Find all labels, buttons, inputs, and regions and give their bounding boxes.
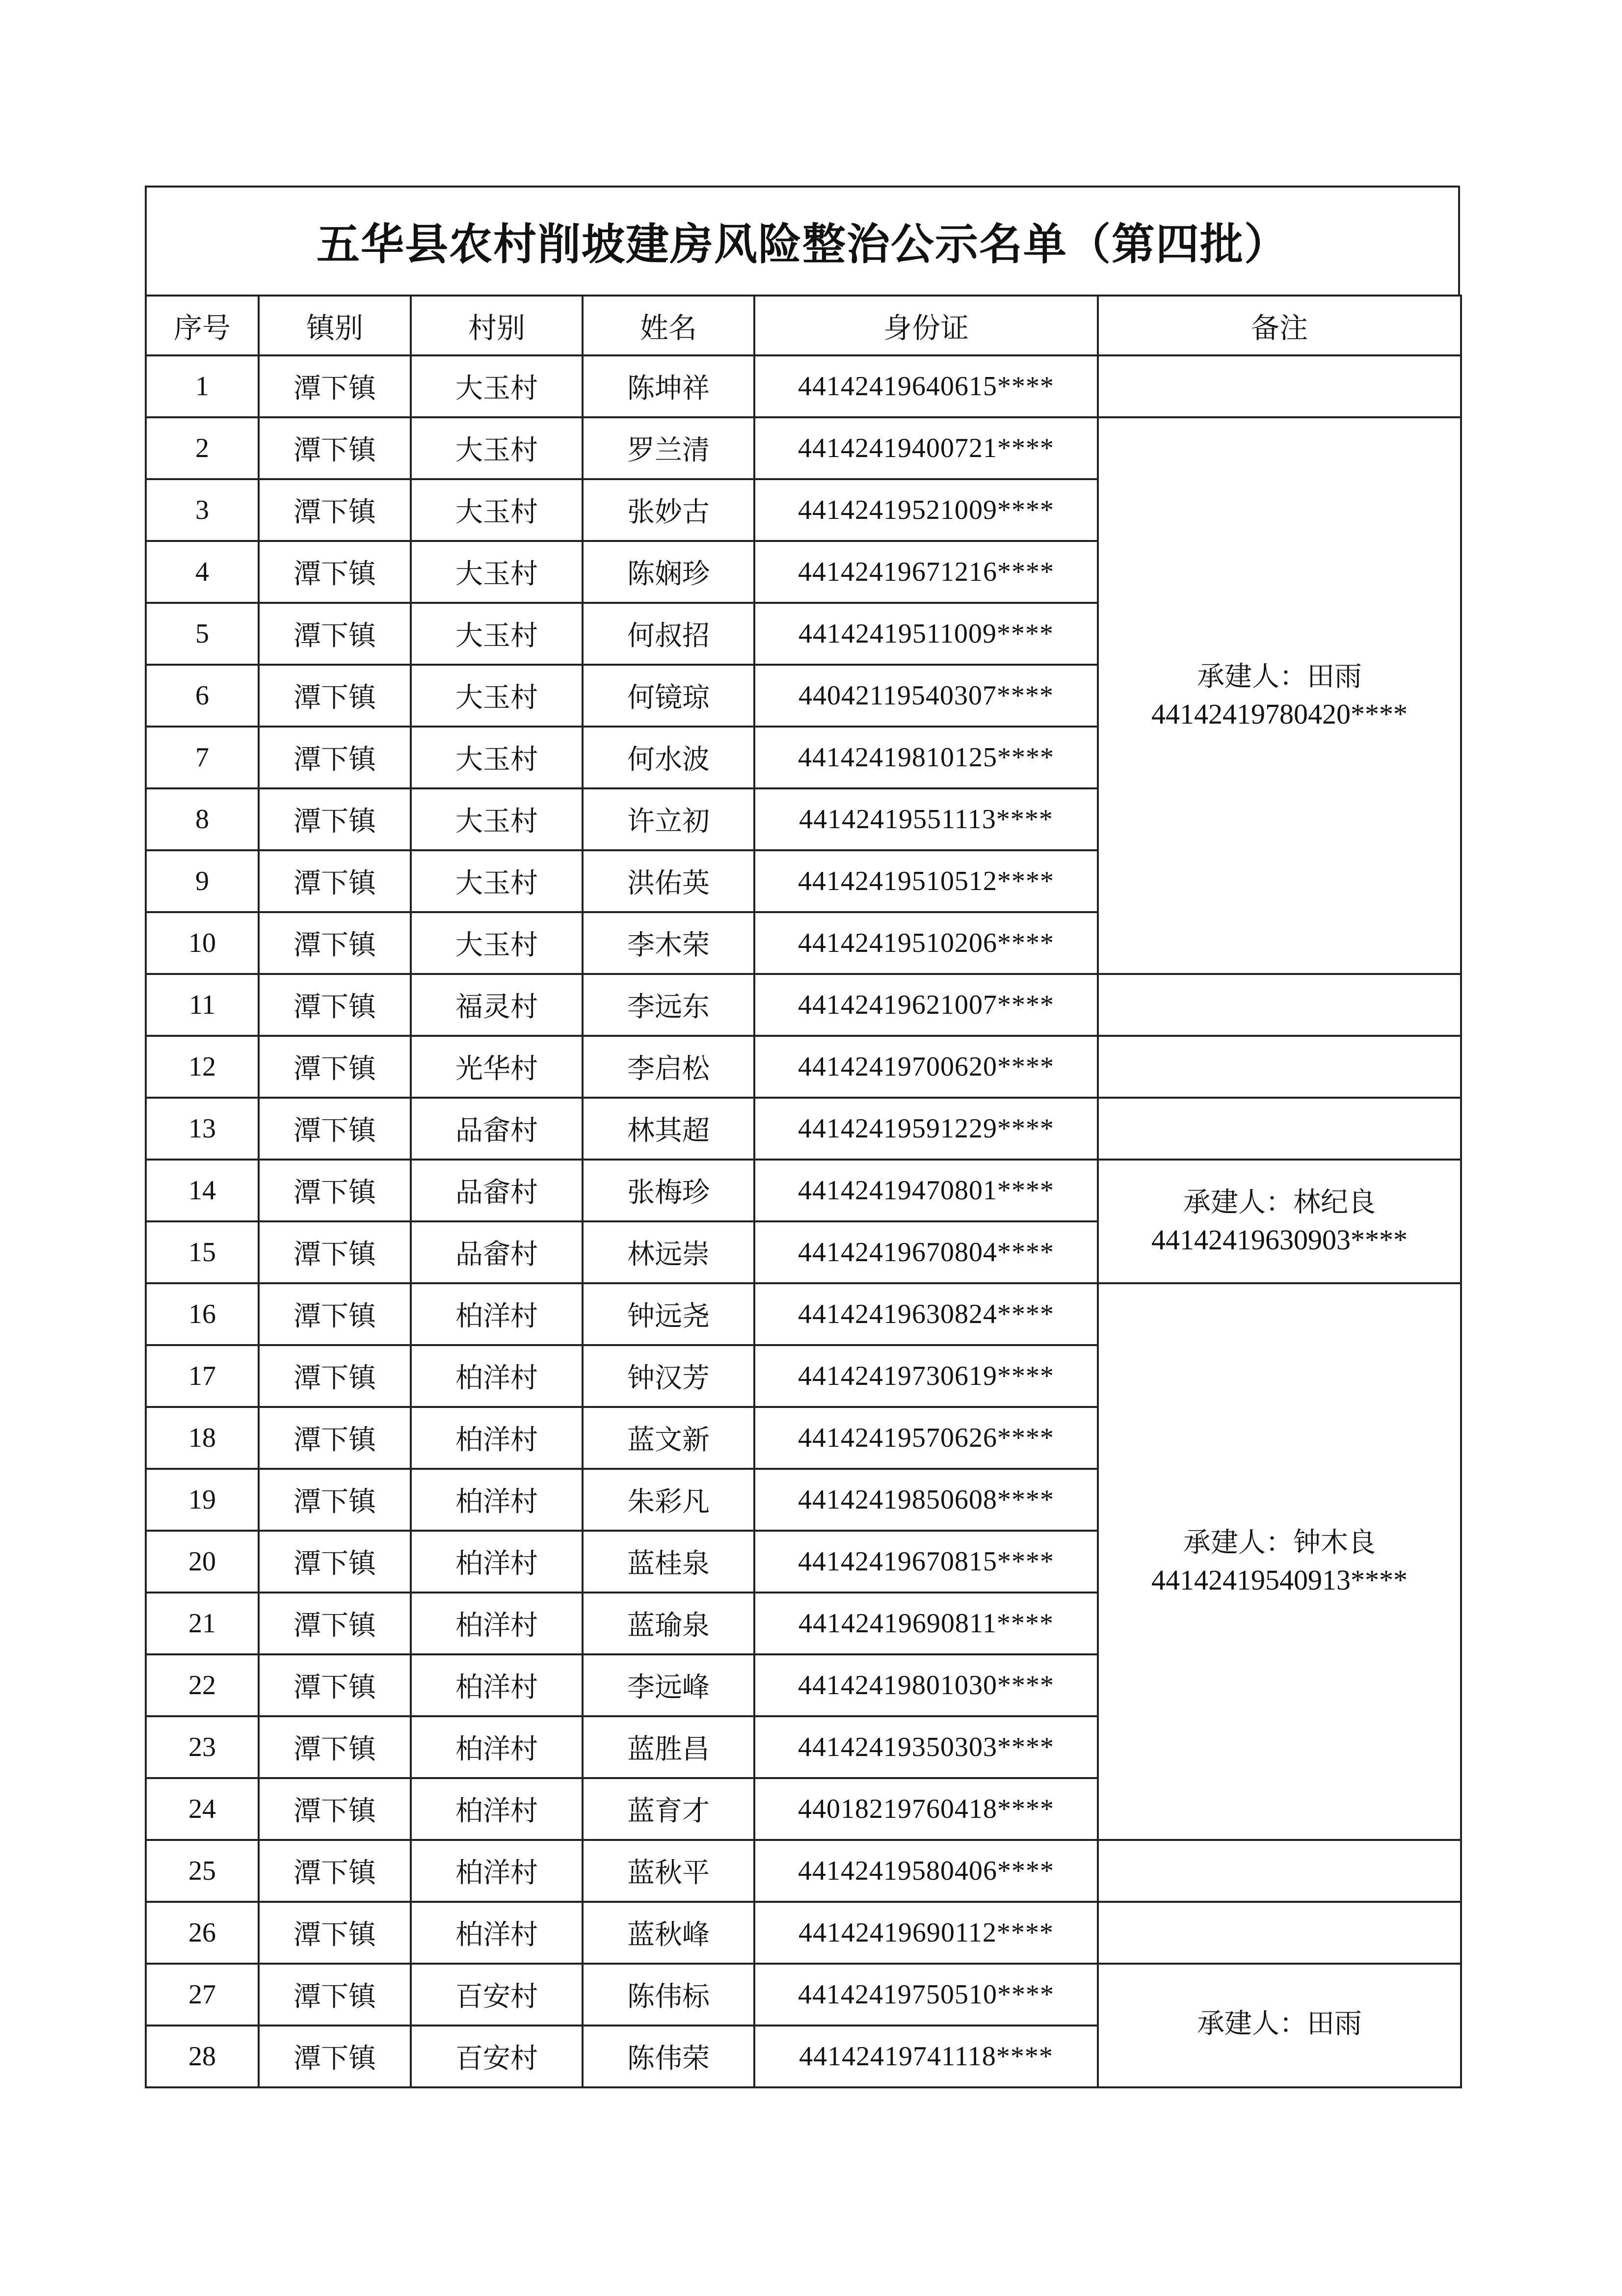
- cell-town: 潭下镇: [259, 1469, 411, 1531]
- cell-town: 潭下镇: [259, 912, 411, 974]
- cell-name: 陈娴珍: [583, 541, 754, 603]
- cell-id-number: 44142419521009****: [754, 479, 1098, 541]
- table-row: [146, 974, 1461, 1036]
- cell-name: 蓝文新: [583, 1407, 754, 1469]
- document: [145, 186, 1460, 2088]
- cell-name: 张梅珍: [583, 1160, 754, 1221]
- cell-seq: 12: [146, 1036, 259, 1098]
- cell-town: 潭下镇: [259, 1283, 411, 1345]
- cell-village: 柏洋村: [411, 1716, 583, 1778]
- cell-id-number: 44142419850608****: [754, 1469, 1098, 1531]
- cell-seq: 8: [146, 788, 259, 850]
- cell-remark: [1098, 1160, 1461, 1283]
- cell-name: 李远峰: [583, 1654, 754, 1716]
- table-row: [146, 1036, 1461, 1098]
- table-row: [146, 1160, 1461, 1221]
- cell-name: 罗兰清: [583, 417, 754, 479]
- cell-id-number: 44142419750510****: [754, 1964, 1098, 2026]
- cell-town: 潭下镇: [259, 665, 411, 727]
- cell-id-number: 44142419730619****: [754, 1345, 1098, 1407]
- col-header-seq: 序号: [146, 296, 259, 355]
- cell-id-number: 44142419621007****: [754, 974, 1098, 1036]
- col-header-name: 姓名: [583, 296, 754, 355]
- remark-builder-label: 承建人：林纪良: [1183, 1187, 1376, 1218]
- cell-village: 品畲村: [411, 1221, 583, 1283]
- cell-name: 何水波: [583, 727, 754, 788]
- col-header-village: 村别: [411, 296, 583, 355]
- cell-village: 大玉村: [411, 355, 583, 417]
- col-header-town: 镇别: [259, 296, 411, 355]
- cell-town: 潭下镇: [259, 1345, 411, 1407]
- cell-town: 潭下镇: [259, 1531, 411, 1593]
- cell-seq: 15: [146, 1221, 259, 1283]
- cell-remark: [1098, 1902, 1461, 1964]
- cell-seq: 20: [146, 1531, 259, 1593]
- cell-seq: 23: [146, 1716, 259, 1778]
- cell-village: 柏洋村: [411, 1283, 583, 1345]
- cell-seq: 1: [146, 355, 259, 417]
- cell-town: 潭下镇: [259, 1160, 411, 1221]
- cell-name: 陈伟荣: [583, 2026, 754, 2087]
- remark-builder-id: 44142419630903****: [1151, 1224, 1408, 1256]
- cell-town: 潭下镇: [259, 974, 411, 1036]
- cell-name: 蓝桂泉: [583, 1531, 754, 1593]
- cell-seq: 9: [146, 850, 259, 912]
- cell-town: 潭下镇: [259, 1964, 411, 2026]
- cell-seq: 14: [146, 1160, 259, 1221]
- cell-town: 潭下镇: [259, 727, 411, 788]
- cell-village: 百安村: [411, 1964, 583, 2026]
- cell-id-number: 44142419511009****: [754, 603, 1098, 665]
- cell-id-number: 44142419741118****: [754, 2026, 1098, 2087]
- cell-seq: 2: [146, 417, 259, 479]
- remark-builder-label: 承建人：钟木良: [1183, 1527, 1376, 1559]
- cell-name: 朱彩凡: [583, 1469, 754, 1531]
- cell-id-number: 44142419670815****: [754, 1531, 1098, 1593]
- cell-id-number: 44142419400721****: [754, 417, 1098, 479]
- remark-builder-id: 44142419780420****: [1151, 698, 1408, 730]
- cell-town: 潭下镇: [259, 1221, 411, 1283]
- cell-id-number: 44142419690811****: [754, 1593, 1098, 1654]
- cell-name: 蓝秋峰: [583, 1902, 754, 1964]
- cell-village: 福灵村: [411, 974, 583, 1036]
- cell-name: 蓝秋平: [583, 1840, 754, 1902]
- cell-village: 大玉村: [411, 541, 583, 603]
- cell-village: 大玉村: [411, 912, 583, 974]
- cell-seq: 4: [146, 541, 259, 603]
- cell-seq: 10: [146, 912, 259, 974]
- cell-id-number: 44142419510206****: [754, 912, 1098, 974]
- cell-name: 张妙古: [583, 479, 754, 541]
- cell-village: 柏洋村: [411, 1345, 583, 1407]
- cell-town: 潭下镇: [259, 1407, 411, 1469]
- cell-village: 柏洋村: [411, 1778, 583, 1840]
- cell-id-number: 44142419700620****: [754, 1036, 1098, 1098]
- cell-seq: 21: [146, 1593, 259, 1654]
- cell-village: 大玉村: [411, 727, 583, 788]
- cell-id-number: 44142419670804****: [754, 1221, 1098, 1283]
- cell-town: 潭下镇: [259, 1716, 411, 1778]
- cell-name: 蓝胜昌: [583, 1716, 754, 1778]
- remark-builder-label: 承建人：田雨: [1197, 661, 1362, 693]
- cell-town: 潭下镇: [259, 355, 411, 417]
- cell-town: 潭下镇: [259, 1840, 411, 1902]
- cell-town: 潭下镇: [259, 1098, 411, 1160]
- cell-town: 潭下镇: [259, 1593, 411, 1654]
- cell-village: 柏洋村: [411, 1840, 583, 1902]
- cell-name: 蓝育才: [583, 1778, 754, 1840]
- cell-id-number: 44142419591229****: [754, 1098, 1098, 1160]
- cell-village: 柏洋村: [411, 1407, 583, 1469]
- cell-seq: 5: [146, 603, 259, 665]
- cell-id-number: 44142419580406****: [754, 1840, 1098, 1902]
- cell-seq: 26: [146, 1902, 259, 1964]
- cell-id-number: 44142419551113****: [754, 788, 1098, 850]
- cell-id-number: 44018219760418****: [754, 1778, 1098, 1840]
- cell-seq: 25: [146, 1840, 259, 1902]
- cell-village: 光华村: [411, 1036, 583, 1098]
- cell-remark: [1098, 974, 1461, 1036]
- cell-remark: [1098, 1964, 1461, 2087]
- table-row: [146, 417, 1461, 479]
- cell-village: 大玉村: [411, 788, 583, 850]
- cell-seq: 28: [146, 2026, 259, 2087]
- cell-seq: 6: [146, 665, 259, 727]
- cell-name: 陈伟标: [583, 1964, 754, 2026]
- cell-remark: [1098, 1098, 1461, 1160]
- cell-id-number: 44142419810125****: [754, 727, 1098, 788]
- cell-name: 钟汉芳: [583, 1345, 754, 1407]
- cell-village: 大玉村: [411, 479, 583, 541]
- cell-village: 大玉村: [411, 850, 583, 912]
- remark-builder-id: 44142419540913****: [1151, 1564, 1408, 1596]
- roster-table: [145, 295, 1462, 2088]
- cell-name: 洪佑英: [583, 850, 754, 912]
- cell-name: 陈坤祥: [583, 355, 754, 417]
- cell-town: 潭下镇: [259, 1778, 411, 1840]
- remark-builder-label: 承建人：田雨: [1197, 2008, 1362, 2040]
- cell-village: 柏洋村: [411, 1654, 583, 1716]
- cell-id-number: 44142419350303****: [754, 1716, 1098, 1778]
- col-header-remark: 备注: [1098, 296, 1461, 355]
- cell-seq: 7: [146, 727, 259, 788]
- table-row: [146, 1283, 1461, 1345]
- roster-body: [146, 355, 1461, 2087]
- cell-village: 大玉村: [411, 417, 583, 479]
- cell-name: 许立初: [583, 788, 754, 850]
- cell-name: 何镜琼: [583, 665, 754, 727]
- cell-id-number: 44142419630824****: [754, 1283, 1098, 1345]
- cell-seq: 24: [146, 1778, 259, 1840]
- cell-seq: 27: [146, 1964, 259, 2026]
- cell-village: 品畲村: [411, 1160, 583, 1221]
- cell-id-number: 44142419510512****: [754, 850, 1098, 912]
- col-header-id: 身份证: [754, 296, 1098, 355]
- cell-name: 李木荣: [583, 912, 754, 974]
- table-row: [146, 1964, 1461, 2026]
- table-row: [146, 355, 1461, 417]
- cell-village: 大玉村: [411, 603, 583, 665]
- cell-town: 潭下镇: [259, 479, 411, 541]
- cell-id-number: 44142419671216****: [754, 541, 1098, 603]
- table-title-cell: [145, 186, 1460, 295]
- cell-id-number: 44142419690112****: [754, 1902, 1098, 1964]
- cell-town: 潭下镇: [259, 850, 411, 912]
- cell-town: 潭下镇: [259, 541, 411, 603]
- cell-town: 潭下镇: [259, 1036, 411, 1098]
- cell-seq: 3: [146, 479, 259, 541]
- table-row: [146, 1098, 1461, 1160]
- cell-name: 林其超: [583, 1098, 754, 1160]
- cell-remark: [1098, 1840, 1461, 1902]
- cell-village: 柏洋村: [411, 1593, 583, 1654]
- cell-remark: [1098, 1283, 1461, 1840]
- table-row: [146, 1840, 1461, 1902]
- cell-remark: [1098, 417, 1461, 974]
- cell-town: 潭下镇: [259, 603, 411, 665]
- document-title: 五华县农村削坡建房风险整治公示名单（第四批）: [316, 218, 1288, 270]
- cell-name: 林远崇: [583, 1221, 754, 1283]
- cell-town: 潭下镇: [259, 1902, 411, 1964]
- cell-town: 潭下镇: [259, 788, 411, 850]
- cell-seq: 18: [146, 1407, 259, 1469]
- cell-town: 潭下镇: [259, 1654, 411, 1716]
- cell-seq: 19: [146, 1469, 259, 1531]
- cell-town: 潭下镇: [259, 2026, 411, 2087]
- cell-seq: 13: [146, 1098, 259, 1160]
- cell-id-number: 44142419570626****: [754, 1407, 1098, 1469]
- cell-village: 柏洋村: [411, 1531, 583, 1593]
- table-row: [146, 1902, 1461, 1964]
- cell-id-number: 44142419801030****: [754, 1654, 1098, 1716]
- cell-id-number: 44142419640615****: [754, 355, 1098, 417]
- cell-name: 李启松: [583, 1036, 754, 1098]
- cell-seq: 16: [146, 1283, 259, 1345]
- cell-village: 品畲村: [411, 1098, 583, 1160]
- cell-village: 百安村: [411, 2026, 583, 2087]
- cell-remark: [1098, 355, 1461, 417]
- cell-id-number: 44142419470801****: [754, 1160, 1098, 1221]
- cell-town: 潭下镇: [259, 417, 411, 479]
- cell-name: 何叔招: [583, 603, 754, 665]
- cell-village: 大玉村: [411, 665, 583, 727]
- cell-remark: [1098, 1036, 1461, 1098]
- cell-village: 柏洋村: [411, 1902, 583, 1964]
- header-row: [146, 296, 1461, 355]
- cell-seq: 22: [146, 1654, 259, 1716]
- cell-name: 蓝瑜泉: [583, 1593, 754, 1654]
- cell-name: 钟远尧: [583, 1283, 754, 1345]
- cell-name: 李远东: [583, 974, 754, 1036]
- cell-seq: 17: [146, 1345, 259, 1407]
- cell-village: 柏洋村: [411, 1469, 583, 1531]
- cell-seq: 11: [146, 974, 259, 1036]
- cell-id-number: 44042119540307****: [754, 665, 1098, 727]
